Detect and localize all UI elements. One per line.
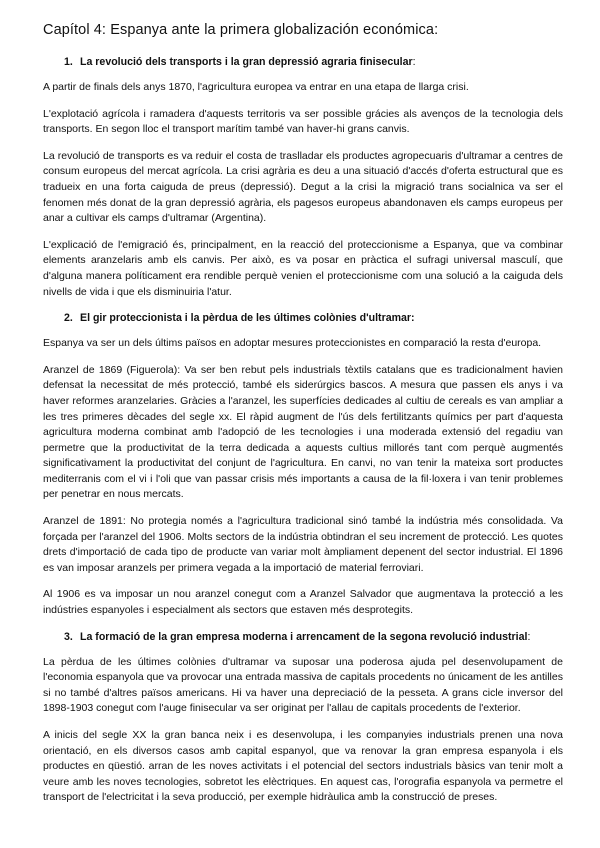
section-heading	[64, 55, 563, 69]
document-page	[43, 22, 563, 817]
section-heading-suffix: :	[412, 56, 416, 68]
section-number: 2.	[64, 312, 73, 325]
document-title: Capítol 4: Espanya ante la primera globalización económica:	[43, 22, 439, 38]
paragraph: Espanya va ser un dels últims països en adoptar mesures proteccionistes en comparació la resta d'europa.	[43, 337, 542, 350]
paragraph: Aranzel de 1869 (Figuerola): Va ser ben rebut pels industrials tèxtils catalans que es tradicionalment havien defensat la necessitat de més protecció, també els siderúrgics bascos. A mesura que passen els anys i va haver reformes aranzelaries. Gràcies a l'aranzel, les superfícies dedicades al cultiu de cereals es van ampliar a les tres primeres dècades del segle xx. El ràpid augment de l'ús dels fertilitzants químics per part d'aquesta agricultura moderna combinat amb l'adopció de les tecnologies i una moderada extensió del regadiu van permetre que la productivitat de la terra dedicada a aquests cultius millorés tant com perquè augmentés significativament la productivitat del conjunt de l'agricultura. En canvi, no van tenir la mateixa sort productes mediterranis com el vi i l'oli que van passar crisis més importants a causa de la fil·loxera i van tenir problemes per penetrar en nous mercats.	[43, 363, 563, 501]
section-heading	[64, 630, 563, 644]
paragraph: La revolució de transports es va reduir el costa de traslladar els productes agropecuaris d'ultramar a centres de consum europeus del mercat agrícola. La crisi agrària es deu a una situació d'accés d'oferta estructural que es tradueix en una forta caiguda de preus (depressió). Degut a la crisi la migració trans socialnica va ser el fenomen més donat de la gran depressió agrària, els pagesos europeus abandonaven els camps europeus per anar a cultivar els camps d'ultramar (Argentina).	[43, 149, 563, 225]
paragraph: Aranzel de 1891: No protegia només a l'agricultura tradicional sinó també la indústria més consolidada. Va forçada per l'aranzel del 1906. Molts sectors de la indústria obtindran el seu increment de protecció. Les quotes drets d'importació de cada tipo de producte van variar molt àmpliament depenent del sector industrial. El 1896 es van imposar aranzels per primera vegada a la importació de material ferroviari.	[43, 515, 563, 574]
paragraph: La pèrdua de les últimes colònies d'ultramar va suposar una poderosa ajuda pel desenvolupament de l'economia espanyola que va provocar una entrada massiva de capitals procedents no únicament de les antilles si no també d'altres països americans. Hi va haver una depreciació de la pesseta. A grans cicle inversor del 1898-1903 conegut com l'auge finisecular va ser originat per l'allau de capitals procedents de l'exterior.	[43, 655, 563, 715]
section-number: 1.	[64, 56, 73, 68]
section-heading-text: La formació de la gran empresa moderna i arrencament de la segona revolució industrial	[80, 630, 528, 643]
section-heading	[64, 311, 563, 325]
paragraph: L'explotació agrícola i ramadera d'aquests territoris va ser possible grácies als avenços de la tecnologia dels transports. En segon lloc el transport marítim també van haver-hi grans canvis.	[43, 107, 563, 136]
section-heading-text: La revolució dels transports i la gran depressió agraria finisecular	[80, 56, 413, 68]
paragraph: Al 1906 es va imposar un nou aranzel conegut com a Aranzel Salvador que augmentava la protecció a les indústries espanyoles i especialment als sectors que estaven més desprotegits.	[43, 588, 563, 617]
section-heading-text: El gir proteccionista i la pèrdua de les últimes colònies d'ultramar:	[80, 312, 415, 325]
paragraph: A partir de finals dels anys 1870, l'agricultura europea va entrar en una etapa de llarga crisi.	[43, 81, 469, 93]
paragraph: A inicis del segle XX la gran banca neix i es desenvolupa, i les companyies industrials prenen una nova orientació, en els diversos casos amb capital espanyol, que va renovar la gran empresa espanyola i els productes en qüestió. arran de les noves activitats i el potencial del sectors industrials bàsics van tenir molt a veure amb les noves tecnologies, sobretot les elèctriques. En aquest cas, l'orografia espanyola va permetre el transport de l'electricitat i la seva producció, per exemple hidràulica amb la construcció de preses.	[43, 729, 563, 804]
section-1	[43, 55, 563, 300]
section-3	[43, 630, 563, 806]
paragraph: L'explicació de l'emigració és, principalment, en la reacció del proteccionisme a Espanya, que va combinar elements aranzelaris amb els canvis. Per això, es va posar en pràctica el sufragi universal masculí, que d'alguna manera políticament era rendible perquè venien el proteccionisme com una solució a la caiguda dels nivells de vida i que els disminuiria l'atur.	[43, 238, 563, 298]
section-number: 3.	[64, 630, 73, 643]
section-heading-suffix: :	[527, 630, 531, 643]
section-2	[43, 311, 563, 619]
